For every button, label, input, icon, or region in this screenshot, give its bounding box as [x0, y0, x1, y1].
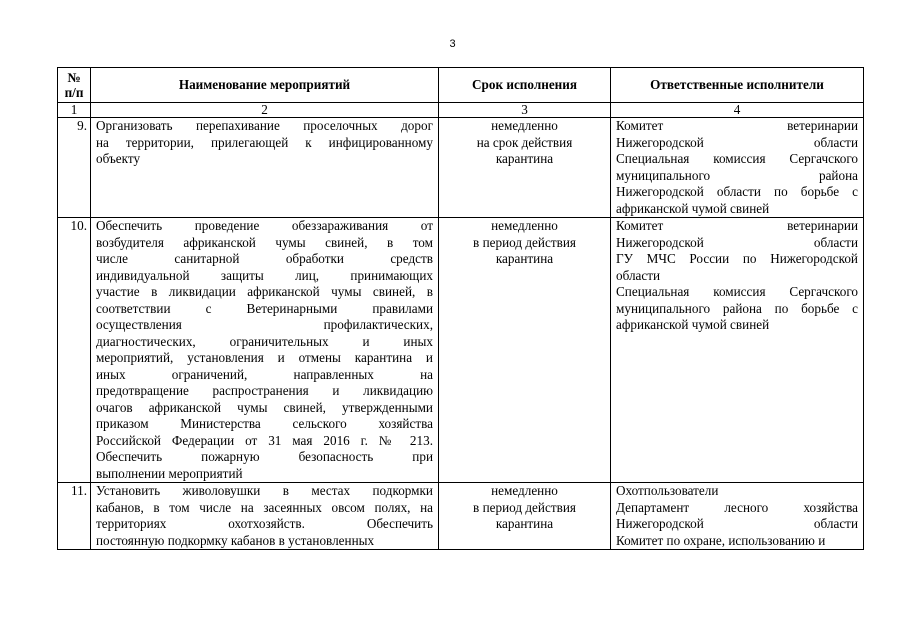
column-index: 3 [439, 103, 611, 118]
term-text-line: карантина [495, 516, 554, 531]
responsible-text-line: Специальная комиссия Сергачского [616, 151, 858, 166]
header-measure-name: Наименование мероприятий [91, 68, 439, 103]
term-text [439, 218, 611, 483]
measure-text-line: Обеспечить пожарную безопасность при [96, 449, 433, 464]
measure-text-line: Обеспечить проведение обеззараживания от [96, 218, 433, 233]
column-index: 2 [91, 103, 439, 118]
measure-text [91, 483, 439, 550]
table-row [58, 218, 864, 483]
table-row [58, 118, 864, 218]
responsible-text [611, 218, 864, 483]
measure-text-line: мероприятий, установления и отмены карантина и [96, 350, 433, 365]
responsible-text-line: Охотпользователи [616, 483, 719, 498]
table-row [58, 483, 864, 550]
measure-text-line: очагов африканской чумы свиней, утвержденными [96, 399, 433, 415]
term-text-line: карантина [495, 151, 554, 166]
responsible-text-line: ГУ МЧС России по Нижегородской [616, 251, 858, 266]
measure-text-line: кабанов, в том числе на засеянных овсом полях, на [96, 499, 433, 515]
table-body [58, 118, 864, 550]
measure-text-line: Российской Федерации от 31 мая 2016 г. № 213. [96, 432, 433, 448]
responsible-text-line: Комитет ветеринарии [616, 118, 858, 133]
measure-text-line: приказом Министерства сельского хозяйства [96, 416, 433, 431]
measure-text-line: территориях охотхозяйств. Обеспечить [96, 516, 433, 531]
page-number: 3 [449, 38, 456, 50]
responsible-text-line: африканской чумой свиней [616, 317, 770, 332]
term-text-line: в период действия [473, 234, 576, 250]
term-text-line: карантина [495, 251, 554, 266]
term-text [439, 483, 611, 550]
responsible-text-line: Нижегородской области [616, 516, 858, 531]
measure-text [91, 218, 439, 483]
responsible-text-line: Нижегородской области по борьбе с [616, 184, 858, 199]
responsible-text-line: муниципального района [616, 167, 858, 183]
row-number: 10. [58, 218, 91, 483]
measure-text-line: диагностических, ограничительных и иных [96, 333, 433, 349]
measure-text [91, 118, 439, 218]
responsible-text-line: муниципального района по борьбе с [616, 300, 858, 316]
responsible-text-line: области [616, 267, 661, 283]
term-text-line: немедленно [491, 218, 558, 233]
column-index: 4 [611, 103, 864, 118]
responsible-text-line: Комитет по охране, использованию и [616, 532, 826, 548]
term-text-line: немедленно [491, 118, 558, 133]
header-term: Срок исполнения [439, 68, 611, 103]
measure-text-line: постоянную подкормку кабанов в установленных [96, 532, 375, 548]
measure-text-line: возбудителя африканской чумы свиней, в том [96, 234, 433, 250]
measure-text-line: иных ограничений, направленных на [96, 366, 433, 382]
responsible-text-line: Департамент лесного хозяйства [616, 499, 858, 515]
responsible-text-line: Специальная комиссия Сергачского [616, 284, 858, 299]
term-text [439, 118, 611, 218]
header-num-line-2: п/п [64, 85, 84, 100]
measure-text-line: участие в ликвидации африканской чумы свиней, в [96, 284, 433, 299]
term-text-line: немедленно [491, 483, 558, 498]
responsible-text-line: Нижегородской области [616, 134, 858, 150]
measure-text-line: осуществления профилактических, [96, 317, 433, 332]
row-number: 9. [58, 118, 91, 218]
header-num [58, 68, 91, 103]
header-responsible: Ответственные исполнители [611, 68, 864, 103]
term-text-line: в период действия [473, 499, 576, 515]
measures-table [57, 67, 864, 550]
measure-text-line: Установить живоловушки в местах подкормки [96, 483, 433, 498]
responsible-text [611, 483, 864, 550]
responsible-text [611, 118, 864, 218]
header-num-line-1: № [67, 70, 81, 85]
measure-text-line: выполнении мероприятий [96, 465, 243, 481]
term-text-line: на срок действия [476, 134, 573, 150]
measure-text-line: соответствии с Ветеринарными правилами [96, 300, 433, 316]
responsible-text-line: Комитет ветеринарии [616, 218, 858, 233]
row-number: 11. [58, 483, 91, 550]
responsible-text-line: африканской чумой свиней [616, 200, 770, 216]
column-index-row [58, 103, 864, 118]
measure-text-line: Организовать перепахивание проселочных дорог [96, 118, 433, 133]
measure-text-line: числе санитарной обработки средств [96, 251, 433, 266]
measure-text-line: на территории, прилегающей к инфицированному [96, 134, 433, 150]
table-header-row [58, 68, 864, 103]
column-index: 1 [58, 103, 91, 118]
responsible-text-line: Нижегородской области [616, 234, 858, 250]
measure-text-line: объекту [96, 151, 141, 166]
measure-text-line: предотвращение распространения и ликвидацию [96, 383, 433, 398]
measure-text-line: индивидуальной защиты лиц, принимающих [96, 267, 433, 283]
